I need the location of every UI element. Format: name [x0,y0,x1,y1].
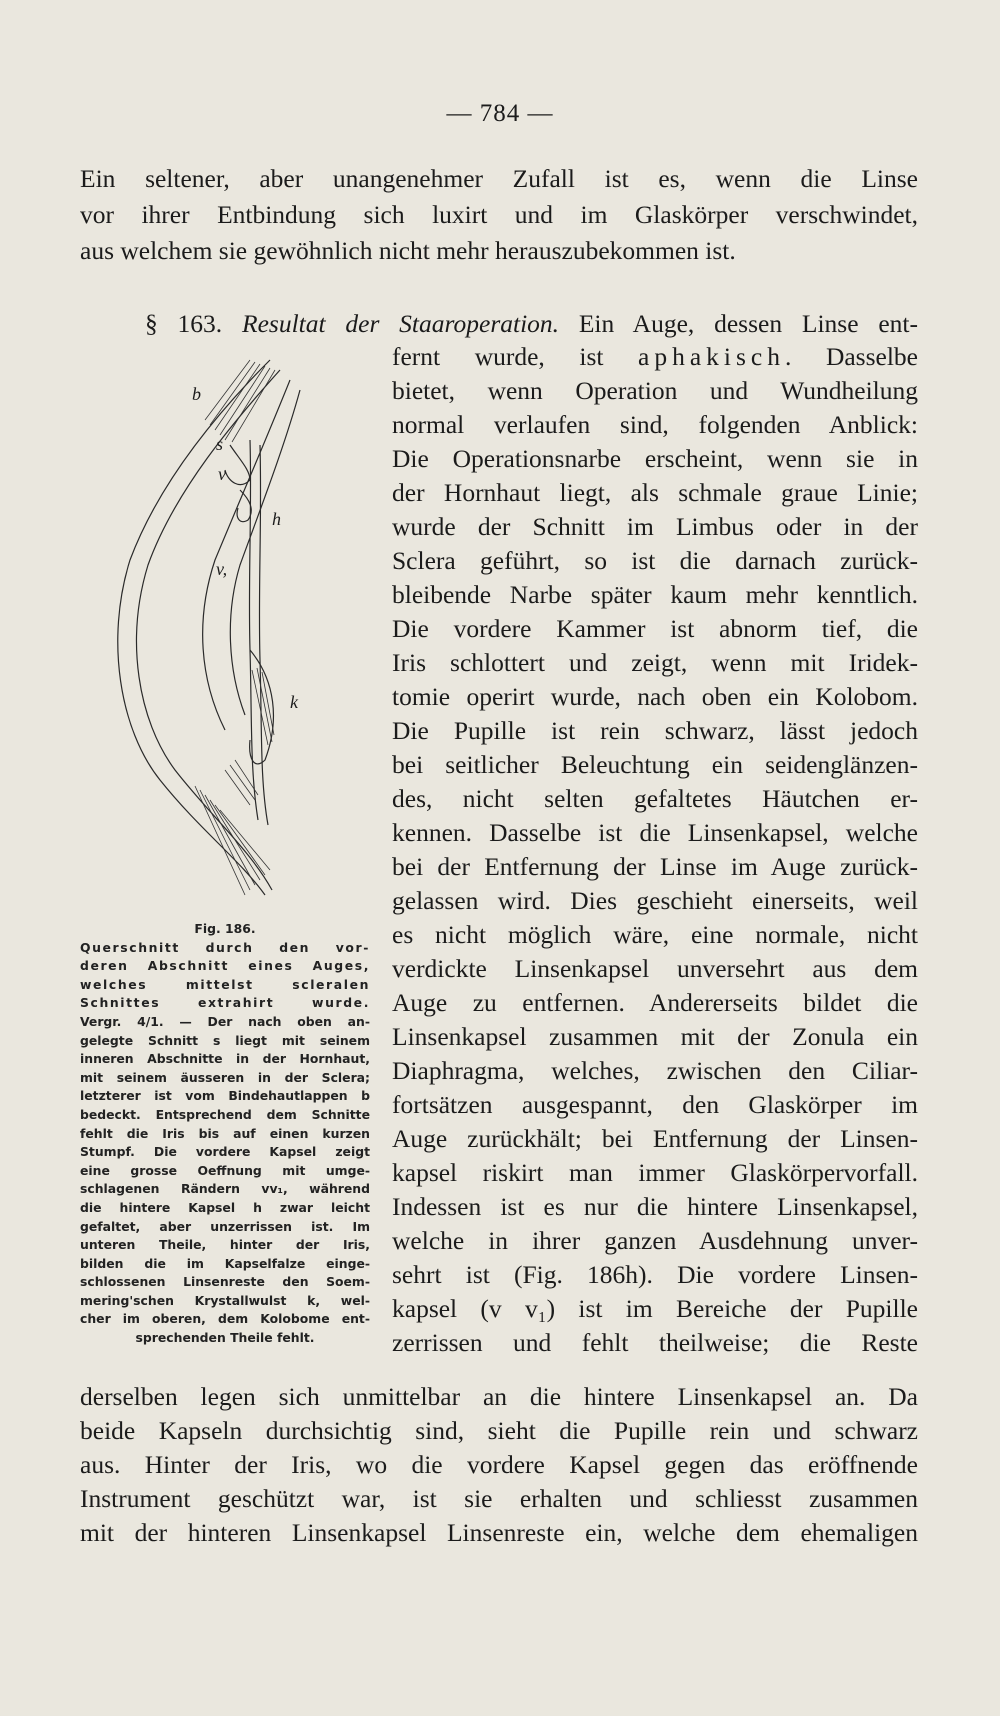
right-line-9: Die vordere Kammer ist abnorm tief, die [392,614,918,643]
bottom-line-3: aus. Hinter der Iris, wo die vordere Kapsel gegen das eröffnende [80,1450,918,1479]
caption-line-6: gelegte Schnitt s liegt mit seinem [80,1032,370,1048]
caption-line-13: eine grosse Oeffnung mit umge- [80,1162,370,1178]
caption-line-16: gefaltet, aber unzerrissen ist. Im [80,1218,370,1234]
right-line-24: Auge zurückhält; bei Entfernung der Linsen- [392,1124,918,1153]
caption-line-10: bedeckt. Entsprechend dem Schnitte [80,1106,370,1122]
right-line-27: welche in ihrer ganzen Ausdehnung unver- [392,1226,918,1255]
right-line-20: Auge zu entfernen. Andererseits bildet die [392,988,918,1017]
right-line-29: kapsel (v v₁) ist im Bereiche der Pupille [392,1294,918,1323]
right-line-11: tomie operirt wurde, nach oben ein Kolobom. [392,682,918,711]
caption-line-7: inneren Abschnitte in der Hornhaut, [80,1051,370,1067]
bottom-line-1: derselben legen sich unmittelbar an die hintere Linsenkapsel an. Da [80,1382,918,1411]
caption-line-8: mit seinem äusseren in der Sclera; [80,1069,370,1085]
right-line-22: Diaphragma, welches, zwischen den Ciliar- [392,1056,918,1085]
caption-line-22: sprechenden Theile fehlt. [135,1330,315,1346]
bottom-line-2: beide Kapseln durchsichtig sind, sieht die Pupille rein und schwarz [80,1416,918,1445]
right-line-1: fernt wurde, ist aphakisch. Dasselbe [392,342,918,371]
intro-line-2: vor ihrer Entbindung sich luxirt und im Glaskörper verschwindet, [80,200,918,229]
right-line-28: sehrt ist (Fig. 186h). Die vordere Linsen- [392,1260,918,1289]
section-heading [145,307,918,341]
right-line-25: kapsel riskirt man immer Glaskörpervorfall. [392,1158,918,1187]
caption-line-4: Schnittes extrahirt wurde. [80,995,370,1011]
caption-line-15: die hintere Kapsel h zwar leicht [80,1199,370,1215]
label-v1: v, [216,559,228,579]
caption-line-17: unteren Theile, hinter der Iris, [80,1237,370,1253]
right-line-5: der Hornhaut liegt, als schmale graue Linie; [392,478,918,507]
label-s: s [216,434,224,454]
bottom-line-4: Instrument geschützt war, ist sie erhalten und schliesst zusammen [80,1484,918,1513]
figure-caption [80,920,370,1348]
intro-line-1: Ein seltener, aber unangenehmer Zufall ist es, wenn die Linse [80,164,918,193]
caption-line-19: schlossenen Linsenreste den Soem- [80,1274,370,1290]
section-title-rest: Ein Auge, dessen Linse ent- [578,309,918,338]
label-v: v [218,464,226,484]
right-line-23: fortsätzen ausgespannt, den Glaskörper im [392,1090,918,1119]
label-b: b [192,384,201,404]
eye-section-illustration [100,350,335,930]
intro-line-3: aus welchem sie gewöhnlich nicht mehr herauszubekommen ist. [80,236,736,265]
label-k: k [290,692,298,712]
right-line-15: kennen. Dasselbe ist die Linsenkapsel, welche [392,818,918,847]
right-line-3: normal verlaufen sind, folgenden Anblick: [392,410,918,439]
caption-line-18: bilden die im Kapselfalze einge- [80,1255,370,1271]
right-line-30: zerrissen und fehlt theilweise; die Reste [392,1328,918,1357]
right-line-19: verdickte Linsenkapsel unversehrt aus dem [392,954,918,983]
figure-186-drawing [100,350,335,930]
right-line-13: bei seitlicher Beleuchtung ein seidenglänzen- [392,750,918,779]
right-line-17: gelassen wird. Dies geschieht einerseits, weil [392,886,918,915]
caption-line-11: fehlt die Iris bis auf einen kurzen [80,1125,370,1141]
caption-line-5: Vergr. 4/1. — Der nach oben an- [80,1013,370,1029]
right-line-8: bleibende Narbe später kaum mehr kenntlich. [392,580,918,609]
caption-line-9: letzterer ist vom Bindehautlappen b [80,1088,370,1104]
caption-line-12: Stumpf. Die vordere Kapsel zeigt [80,1144,370,1160]
caption-line-20: mering'schen Krystallwulst k, wel- [80,1292,370,1308]
caption-line-3: welches mittelst scleralen [80,976,370,992]
section-number: § 163. [145,309,223,338]
right-line-4: Die Operationsnarbe erscheint, wenn sie in [392,444,918,473]
bottom-line-5: mit der hinteren Linsenkapsel Linsenreste ein, welche dem ehemaligen [80,1518,918,1547]
right-line-10: Iris schlottert und zeigt, wenn mit Iridek- [392,648,918,677]
caption-line-14: schlagenen Rändern vv₁, während [80,1181,370,1197]
section-title: Resultat der Staaroperation. [242,309,560,338]
caption-line-2: deren Abschnitt eines Auges, [80,958,370,974]
right-line-21: Linsenkapsel zusammen mit der Zonula ein [392,1022,918,1051]
right-line-18: es nicht möglich wäre, eine normale, nicht [392,920,918,949]
emphasis-aphakisch: aphakisch [638,342,785,371]
right-line-26: Indessen ist es nur die hintere Linsenkapsel, [392,1192,918,1221]
caption-line-21: cher im oberen, dem Kolobome ent- [80,1311,370,1327]
label-h: h [272,509,281,529]
right-line-14: des, nicht selten gefaltetes Häutchen er- [392,784,918,813]
caption-title: Fig. 186. [194,921,256,936]
right-line-2: bietet, wenn Operation und Wundheilung [392,376,918,405]
right-line-6: wurde der Schnitt im Limbus oder in der [392,512,918,541]
right-line-7: Sclera geführt, so ist die darnach zurück- [392,546,918,575]
right-line-16: bei der Entfernung der Linse im Auge zurück- [392,852,918,881]
caption-line-1: Querschnitt durch den vor- [80,939,370,955]
right-line-12: Die Pupille ist rein schwarz, lässt jedoch [392,716,918,745]
page-number: — 784 — [446,100,554,127]
